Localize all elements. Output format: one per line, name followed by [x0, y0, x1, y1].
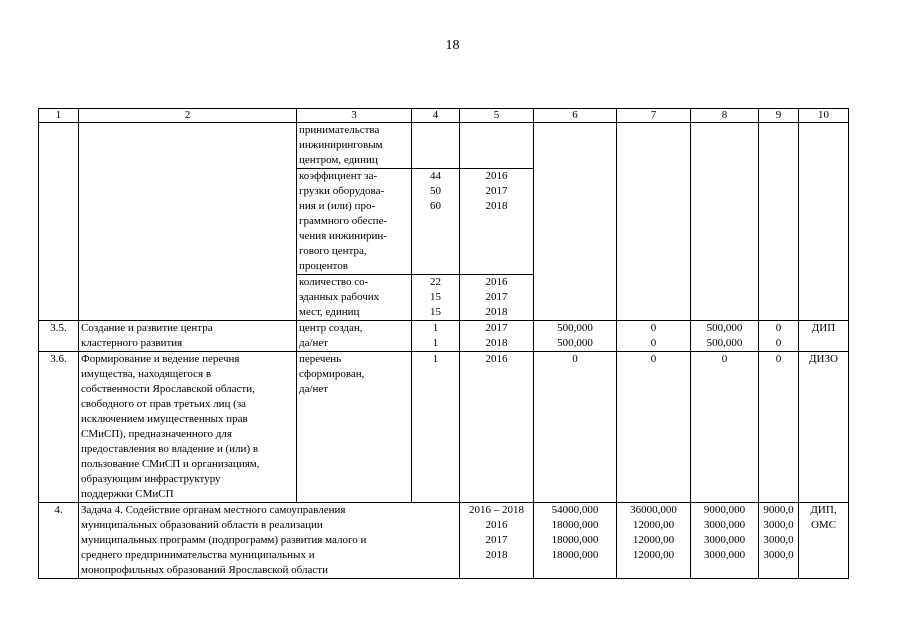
- header-row: [39, 109, 849, 123]
- executor-cell: ДИЗО: [799, 352, 849, 503]
- year-cell: 2016 2017 2018: [460, 169, 534, 275]
- indicator-cell: перечень сформирован, да/нет: [297, 352, 412, 503]
- funding-cell: 0 0: [759, 321, 799, 352]
- funding-cell: 9000,0 3000,0 3000,0 3000,0: [759, 503, 799, 579]
- task-name-cell: Задача 4. Содействие органам местного самоуправления муниципальных образований области в реализации муниципальных программ (подпрограмм) развития малого и среднего предпринимательства муниципальных и монопрофильных образований Ярославской области: [79, 503, 460, 579]
- indicator-cell: количество со- зданных рабочих мест, единиц: [297, 275, 412, 321]
- row-number-cell: [39, 123, 79, 321]
- funding-cell: 0: [617, 352, 691, 503]
- executor-cell: [799, 123, 849, 321]
- funding-cell: 0: [534, 352, 617, 503]
- indicator-cell: центр создан, да/нет: [297, 321, 412, 352]
- header-cell: 1: [39, 109, 79, 123]
- funding-cell: 500,000 500,000: [534, 321, 617, 352]
- activity-name-cell: Формирование и ведение перечня имущества, находящегося в собственности Ярославской области, свободного от прав третьих лиц (за исключением имущественных прав СМиСП), предназначенного для предоставления во владение и (или) в пользование СМиСП и организациям, образующим инфраструктуру поддержки СМиСП: [79, 352, 297, 503]
- header-cell: 5: [460, 109, 534, 123]
- indicator-cell: коэффициент за- грузки оборудова- ния и (или) про- граммного обеспе- чения инжинирин- гового центра, процентов: [297, 169, 412, 275]
- row-number-cell: 4.: [39, 503, 79, 579]
- year-cell: 2016 2017 2018: [460, 275, 534, 321]
- header-cell: 8: [691, 109, 759, 123]
- header-cell: 4: [412, 109, 460, 123]
- header-cell: 10: [799, 109, 849, 123]
- header-cell: 2: [79, 109, 297, 123]
- activity-name-cell: Создание и развитие центра кластерного развития: [79, 321, 297, 352]
- funding-cell: 0: [691, 352, 759, 503]
- funding-cell: 0 0: [617, 321, 691, 352]
- header-cell: 7: [617, 109, 691, 123]
- year-cell: 2017 2018: [460, 321, 534, 352]
- header-cell: 3: [297, 109, 412, 123]
- page-number: 18: [445, 38, 460, 53]
- funding-cell: 0: [759, 352, 799, 503]
- activity-name-cell: [79, 123, 297, 321]
- funding-cell: [534, 123, 617, 321]
- indicator-value-cell: 1 1: [412, 321, 460, 352]
- table-row: [39, 352, 849, 503]
- program-table: [38, 108, 849, 579]
- year-cell: [460, 123, 534, 169]
- indicator-value-cell: 44 50 60: [412, 169, 460, 275]
- funding-cell: 36000,000 12000,00 12000,00 12000,00: [617, 503, 691, 579]
- table-row-continuation: [39, 123, 849, 169]
- executor-cell: ДИП: [799, 321, 849, 352]
- year-cell: 2016 – 2018 2016 2017 2018: [460, 503, 534, 579]
- table-row-task: [39, 503, 849, 579]
- funding-cell: [691, 123, 759, 321]
- funding-cell: [617, 123, 691, 321]
- indicator-value-cell: [412, 123, 460, 169]
- indicator-cell: принимательства инжиниринговым центром, единиц: [297, 123, 412, 169]
- header-cell: 6: [534, 109, 617, 123]
- indicator-value-cell: 1: [412, 352, 460, 503]
- funding-cell: 500,000 500,000: [691, 321, 759, 352]
- row-number-cell: 3.5.: [39, 321, 79, 352]
- executor-cell: ДИП, ОМС: [799, 503, 849, 579]
- year-cell: 2016: [460, 352, 534, 503]
- header-cell: 9: [759, 109, 799, 123]
- funding-cell: 54000,000 18000,000 18000,000 18000,000: [534, 503, 617, 579]
- indicator-value-cell: 22 15 15: [412, 275, 460, 321]
- row-number-cell: 3.6.: [39, 352, 79, 503]
- funding-cell: [759, 123, 799, 321]
- table-row: [39, 321, 849, 352]
- funding-cell: 9000,000 3000,000 3000,000 3000,000: [691, 503, 759, 579]
